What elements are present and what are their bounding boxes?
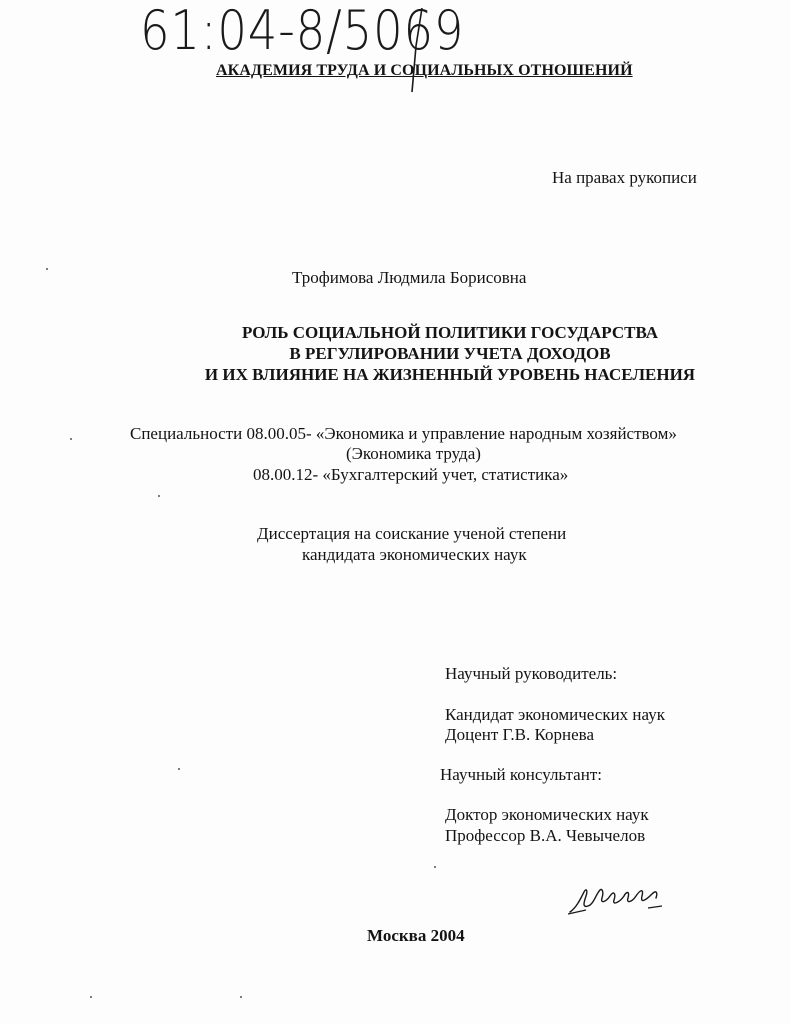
specialty-line-1: Специальности 08.00.05- «Экономика и управление народным хозяйством» (130, 424, 677, 443)
author-name: Трофимова Людмила Борисовна (292, 268, 527, 287)
handwritten-signature (566, 878, 666, 918)
city-and-year: Москва 2004 (367, 926, 465, 945)
degree-line-2: кандидата экономических наук (302, 545, 527, 564)
adviser-name: Доцент Г.В. Корнева (445, 725, 594, 744)
consultant-label: Научный консультант: (440, 765, 602, 784)
scan-speck (70, 438, 72, 440)
title-line-2: В РЕГУЛИРОВАНИИ УЧЕТА ДОХОДОВ (289, 344, 611, 363)
scan-speck (90, 996, 92, 998)
handwritten-slash-mark (400, 6, 430, 96)
consultant-degree: Доктор экономических наук (445, 805, 649, 824)
title-line-1: РОЛЬ СОЦИАЛЬНОЙ ПОЛИТИКИ ГОСУДАРСТВА (241, 323, 659, 342)
degree-line-1: Диссертация на соискание ученой степени (257, 524, 567, 543)
scan-speck (434, 866, 436, 868)
specialty-line-3: 08.00.12- «Бухгалтерский учет, статистика» (253, 465, 569, 484)
scan-speck (46, 268, 48, 270)
institution-name: АКАДЕМИЯ ТРУДА И СОЦИАЛЬНЫХ ОТНОШЕНИЙ (216, 62, 633, 79)
scan-speck (240, 996, 242, 998)
scan-speck (158, 495, 160, 497)
adviser-label: Научный руководитель: (445, 664, 618, 683)
manuscript-rights-note: На правах рукописи (552, 168, 697, 187)
adviser-degree: Кандидат экономических наук (445, 705, 665, 724)
specialty-line-2: (Экономика труда) (346, 444, 481, 463)
consultant-name: Профессор В.А. Чевычелов (445, 826, 646, 845)
title-line-3: И ИХ ВЛИЯНИЕ НА ЖИЗНЕННЫЙ УРОВЕНЬ НАСЕЛЕНИЯ (204, 365, 696, 384)
scan-speck (178, 768, 180, 770)
archive-number-handwritten: 61:04-8/5069 (140, 0, 465, 62)
dissertation-title (160, 322, 740, 385)
